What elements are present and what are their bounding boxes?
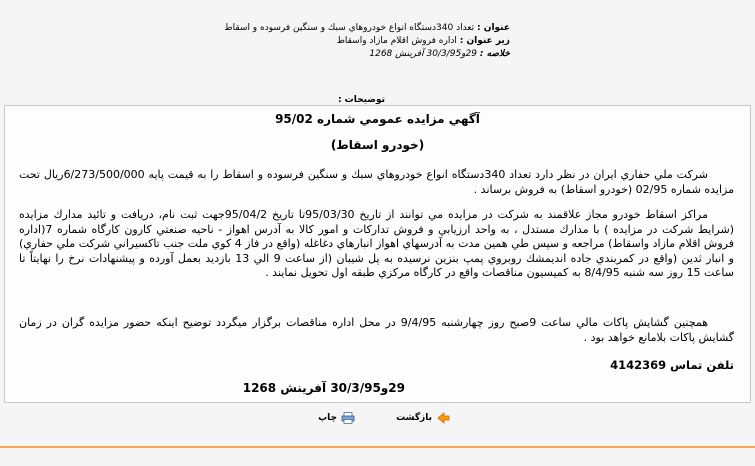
subject-row (90, 22, 510, 35)
notice-subtitle: (خودرو اسقاط) (330, 138, 425, 152)
notice-paragraph-2: مراكز اسقاط خودرو مجاز علاقمند به شركت در مزايده مي توانند از تاريخ 95/03/30تا تاريخ 95/04/2جهت ثبت نام، دريافت و تائيد مدارك مزايده (شرايط شركت در مزايده ) با مدارك مستدل ، به واحد ارزيابي و فروش تداركات و امور كالا به آدرس اهواز - ناحيه صنعتي كارون كارگاه شماره 7(اداره فروش اقلام مازاد واسقاط) مراجعه و سپس طي همين مدت به آدرسهاي اهواز انبارهاي دغاغله (واقع در فاز 4 كوي ملت جنب تاكسيراني شركت ملي حفاري) و انبار ثدين (واقع در كمربندي جاده انديمشك روبروي پمپ بنزين نرسيده به پل شيبان (از ساعت 9 الي 13 بازديد بعمل آورده و پيشنهادات نرخ را نهايتاً تا ساعت 15 روز سه شنبه 8/4/95 به كميسيون مناقصات واقع در كارگاه مركزي طبقه اول تحويل نمايند . (19, 208, 734, 279)
summary-value: 29و30/3/95 آفرينش 1268 (369, 49, 477, 59)
item-metadata (90, 22, 510, 61)
back-arrow-icon (436, 412, 450, 424)
summary-row (90, 48, 510, 61)
subject-label: عنوان : (477, 23, 510, 33)
contact-phone: تلفن تماس 4142369 (610, 358, 734, 372)
subtitle-label: زير عنوان : (459, 36, 510, 46)
summary-label: خلاصه : (479, 49, 510, 59)
notice-date: 29و30/3/95 آفرينش 1268 (242, 381, 405, 395)
footer-divider (0, 446, 755, 448)
subtitle-row (90, 35, 510, 48)
subject-value: تعداد 340دستگاه انواع خودروهاي سبك و سنگين فرسوده و اسقاط (224, 23, 475, 33)
notice-title: آگهي مزايده عمومي شماره 95/02 (275, 112, 480, 126)
printer-icon (341, 412, 355, 424)
print-label: چاپ (318, 413, 337, 423)
back-button[interactable] (396, 412, 450, 424)
back-label: بازگشت (396, 413, 432, 423)
print-button[interactable] (318, 412, 355, 424)
subtitle-value: اداره فروش اقلام مازاد واسقاط (336, 36, 457, 46)
notice-content-box (4, 105, 751, 403)
notice-paragraph-3: همچنين گشايش پاكات مالي ساعت 9صبح روز چهارشنبه 9/4/95 در محل اداره مناقصات برگزار ميگردد توضيح اينكه حضور مزايده گران در زمان گشايش پاكات بلامانع خواهد بود . (19, 316, 734, 344)
description-label: توضيحات : (337, 95, 385, 105)
notice-paragraph-1: شركت ملي حفاري ايران در نظر دارد تعداد 340دستگاه انواع خودروهاي سبك و سنگين فرسوده و اسقاط را به قيمت پايه 6/273/500/000ريال تحت مزايده شماره 02/95 (خودرو اسقاط) به فروش برساند . (19, 168, 734, 196)
